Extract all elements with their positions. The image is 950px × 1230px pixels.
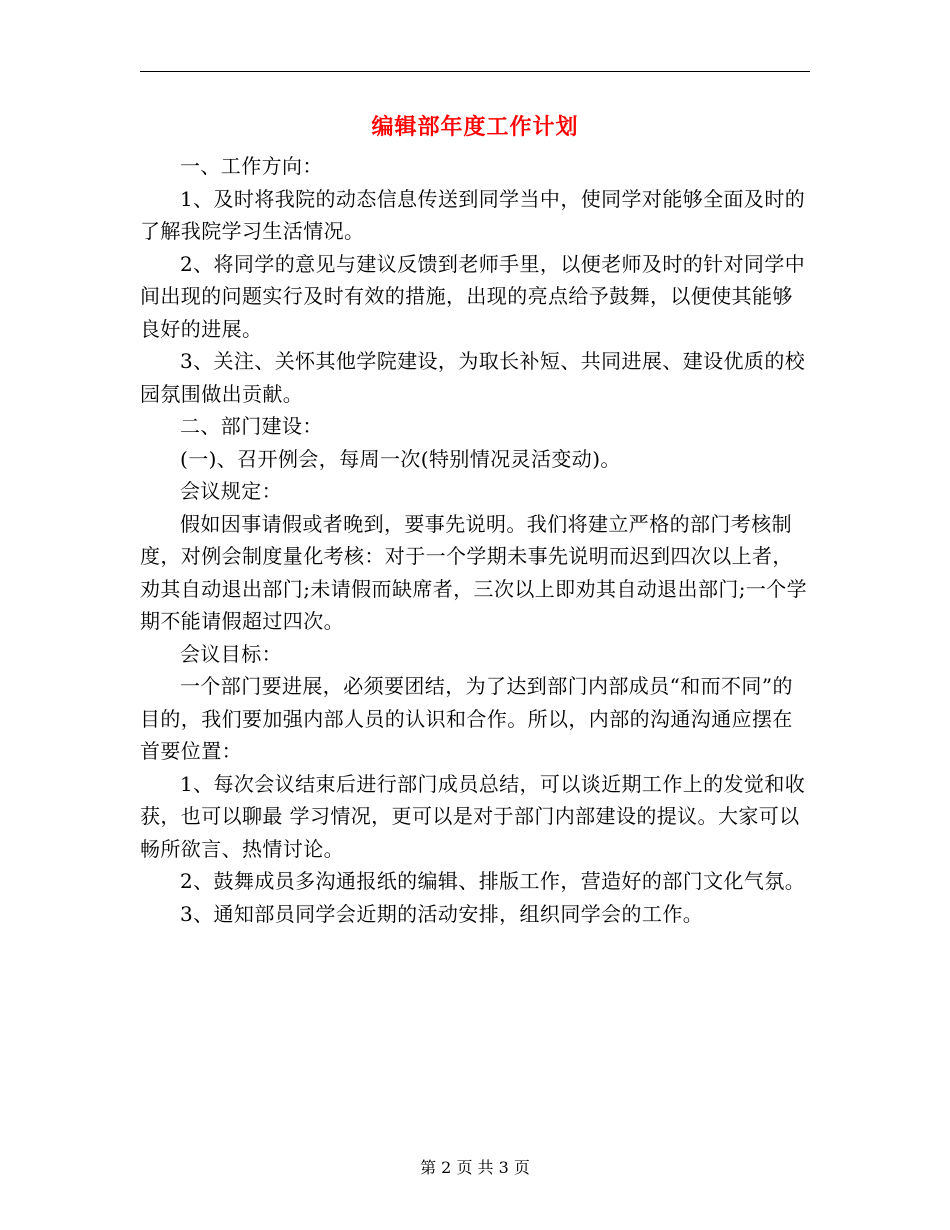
paragraph: 2、将同学的意见与建议反馈到老师手里，以便老师及时的针对同学中间出现的问题实行及时有效的措施，出现的亮点给予鼓舞，以便使其能够良好的进展。 <box>140 251 806 341</box>
paragraph: 假如因事请假或者晚到，要事先说明。我们将建立严格的部门考核制度，对例会制度量化考核：对于一个学期未事先说明而迟到四次以上者，劝其自动退出部门;未请假而缺席者，三次以上即劝其自动退出部门;一个学期不能请假超过四次。 <box>140 511 808 633</box>
paragraph: 会议规定： <box>180 479 282 503</box>
header-rule <box>140 71 810 72</box>
paragraph: 二、部门建设： <box>180 414 323 438</box>
paragraph: 2、鼓舞成员多沟通报纸的编辑、排版工作，营造好的部门文化气氛。 <box>180 869 806 893</box>
paragraph: 3、关注、关怀其他学院建设，为取长补短、共同进展、建设优质的校园氛围做出贡献。 <box>140 349 806 406</box>
paragraph: 3、通知部员同学会近期的活动安排，组织同学会的工作。 <box>180 901 704 926</box>
document-body <box>140 150 812 930</box>
paragraph: 一、工作方向： <box>180 154 323 178</box>
paragraph: 1、每次会议结束后进行部门成员总结，可以谈近期工作上的发觉和收获，也可以聊最 学习情况，更可以是对于部门内部建设的提议。大家可以畅所欲言、热情讨论。 <box>140 771 806 861</box>
paragraph: 会议目标： <box>180 641 282 666</box>
page-number: 第 2 页 共 3 页 <box>420 1158 530 1177</box>
paragraph: 一个部门要进展，必须要团结，为了达到部门内部成员“和而不同”的目的，我们要加强内部人员的认识和合作。所以，内部的沟通沟通应摆在首要位置： <box>140 674 793 763</box>
document-title: 编辑部年度工作计划 <box>371 114 579 140</box>
paragraph: (一)、召开例会，每周一次(特别情况灵活变动)。 <box>180 446 621 471</box>
paragraph: 1、及时将我院的动态信息传送到同学当中，使同学对能够全面及时的了解我院学习生活情况。 <box>140 186 806 243</box>
